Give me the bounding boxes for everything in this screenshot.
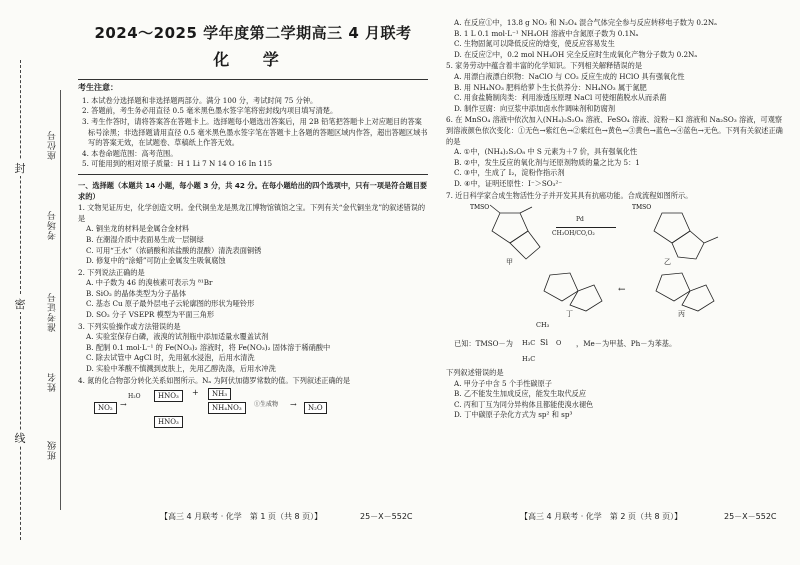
- option-a: A. 甲分子中含 5 个手性碳原子: [454, 378, 552, 388]
- exam-room-field[interactable]: 考场号: [48, 210, 58, 240]
- tmso-si: Si: [540, 338, 549, 348]
- option-c: C. 可用“王水”（浓硝酸和浓盐酸的混酸）清洗表面铜锈: [86, 245, 262, 255]
- q4-option-b: B. 1 L 0.1 mol·L⁻¹ NH₄OH 溶液中含氮原子数为 0.1Nₐ: [454, 28, 639, 38]
- option-a: A. 用漂白液漂白织物：NaClO 与 CO₂ 反应生成的 HClO 具有强氧化性: [454, 71, 685, 81]
- question-stem: 下列叙述错误的是: [446, 368, 504, 378]
- admission-number-field[interactable]: 准考证号: [48, 292, 58, 332]
- option-b: B. ②中，发生反应的氧化剂与还原剂物质的量之比为 5：1: [454, 157, 640, 167]
- label-ding: 丁: [566, 310, 573, 319]
- page-1-code: 25－X－552C: [360, 512, 413, 521]
- question-stem: 2. 下列说法正确的是: [78, 267, 145, 277]
- reagent-pd: Pd: [576, 216, 584, 224]
- notice-item: 1. 本试卷分选择题和非选择题两部分。满分 100 分，考试时间 75 分钟。: [82, 95, 318, 105]
- option-b: B. 在潮湿介质中表面易生成一层铜绿: [86, 234, 204, 244]
- option-d: D. 修复中的“涂蜡”可防止金属发生吸氧腐蚀: [86, 256, 226, 266]
- tmso-h3c-2: H₃C: [522, 355, 536, 364]
- notice-item: 5. 可能用到的相对原子质量：H 1 Li 7 N 14 O 16 In 115: [82, 159, 273, 169]
- molecule-jia: [470, 203, 550, 263]
- reagent-co: CH₃OH/CO,O₂: [552, 230, 595, 238]
- option-c: C. ③中，生成了 I₂，淀粉作指示剂: [454, 168, 565, 178]
- page-2: [446, 18, 786, 421]
- q4-option-c: C. 生物固氮可以降低反应的焓变，使反应容易发生: [454, 39, 615, 49]
- question-1: [78, 203, 428, 267]
- option-d: D. 实验中苯酸不慎溅到皮肤上，先用乙醇洗涤，后用水冲洗: [86, 364, 276, 374]
- option-c: C. 用食盐腌制肉类：利用渗透压原理 NaCl 可使细菌脱水从而杀菌: [454, 93, 667, 103]
- scheme-gen: ①生成物: [254, 401, 279, 409]
- label-yi: 乙: [664, 258, 671, 267]
- question-stem: 5. 家务劳动中蕴含着丰富的化学知识。下列相关解释错误的是: [446, 61, 643, 71]
- question-stem: 7. 近日科学家合成生物活性分子并开发其具有抗癌功能。合成流程如图所示。: [446, 190, 693, 200]
- tms-label: TMSO: [470, 204, 490, 212]
- seal-word: 密: [8, 296, 32, 312]
- q4-option-d: D. 在反应②中，0.2 mol NH₄OH 完全反应时生成氧化产物分子数为 0.2Nₐ: [454, 49, 698, 59]
- section-heading: 一、选择题（本题共 14 小题，每小题 3 分，共 42 分。在每小题给出的四个选项中，只有一项是符合题目要求的）: [78, 180, 428, 201]
- binding-margin: [0, 0, 72, 565]
- option-b: B. 乙不能发生加成反应，能发生取代反应: [454, 389, 587, 399]
- question-5: [446, 61, 786, 114]
- exam-title: 2024～2025 学年度第二学期高三 4 月联考: [94, 24, 412, 42]
- option-b: B. 配制 0.1 mol·L⁻¹ 的 Fe(NO₃)₂ 溶液时，将 Fe(NO₃)₂ 固体溶于稀硝酸中: [86, 342, 331, 352]
- scheme-no2: NO₂: [94, 402, 117, 414]
- question-3: [78, 322, 428, 375]
- option-a: A. ①中，(NH₄)₂S₂O₈ 中 S 元素为＋7 价，具有强氧化性: [454, 147, 638, 157]
- option-c: C. 基态 Cu 原子最外层电子云轮廓图的形状为哑铃形: [86, 299, 255, 309]
- seal-word: 封: [8, 160, 32, 176]
- subject-title: 化 学: [213, 49, 293, 69]
- reaction-arrow-2: ←: [618, 285, 626, 296]
- page-2-footer: 【高三 4 月联考 · 化学 第 2 页（共 8 页）】: [520, 512, 683, 521]
- question-7: [446, 191, 786, 202]
- option-a: A. 中子数为 46 的溴核素可表示为 ⁸¹Br: [86, 278, 213, 288]
- notice-box: [78, 79, 428, 175]
- question-stem: 6. 在 MnSO₄ 溶液中依次加入(NH₄)₂S₂O₈ 溶液、FeSO₄ 溶液、淀粉－KI 溶液和 Na₂SO₃ 溶液，可观察到溶液颜色依次变化：①无色→紫红色→②紫红色→黄色→③黄色→蓝色→④蓝色→无色。下列有关叙述正确的是: [446, 115, 783, 146]
- scheme-plus: +: [192, 388, 199, 398]
- label-jia: 甲: [506, 258, 513, 267]
- option-b: B. 用 NH₄NO₃ 肥料给萝卜生长供养分：NH₄NO₃ 属于氮肥: [454, 82, 647, 92]
- option-d: D. SO₂ 分子 VSEPR 模型为平面三角形: [86, 310, 215, 320]
- option-c: C. 除去试管中 AgCl 时，先用氨水浸泡，后用水清洗: [86, 353, 255, 363]
- option-a: A. 实验室保存白磷，液溴的试剂瓶中添加适量水覆盖试剂: [86, 332, 269, 342]
- molecule-yi: [632, 203, 722, 263]
- question-7-options: [446, 368, 786, 421]
- synthesis-scheme: [446, 201, 786, 321]
- nitrogen-scheme: [78, 388, 428, 430]
- note-text: 已知：TMSO－为: [454, 339, 513, 349]
- label-bing: 丙: [678, 310, 685, 319]
- notice-item: 4. 本卷命题范围：高考范围。: [82, 148, 178, 158]
- question-4: [78, 376, 428, 387]
- seal-word: 线: [8, 430, 32, 446]
- notice-title: 考生注意：: [78, 83, 118, 93]
- tmso-h3c: H₃C: [522, 339, 536, 348]
- scheme-n2o: N₂O: [304, 402, 327, 414]
- name-field[interactable]: 姓名: [48, 372, 58, 392]
- page-1-footer: 【高三 4 月联考 · 化学 第 1 页（共 8 页）】: [160, 512, 323, 521]
- question-2: [78, 268, 428, 321]
- scheme-h2o: H₂O: [128, 393, 141, 401]
- page-2-code: 25－X－552C: [724, 512, 777, 521]
- q4-option-a: A. 在反应①中，13.8 g NO₂ 和 N₂O₄ 混合气体完全参与反应转移电子数为 0.2Nₐ: [454, 18, 717, 27]
- note-text-2: ，Me－为甲基、Ph－为苯基。: [576, 339, 677, 349]
- scheme-hno3-a: HNO₃: [154, 390, 183, 402]
- option-c: C. 丙和丁互为同分异构体且都能使溴水褪色: [454, 399, 594, 409]
- option-d: D. 制作豆腐：向豆浆中添加卤水作调味剂和防腐剂: [454, 103, 616, 113]
- option-b: B. SiO₂ 的晶体类型为分子晶体: [86, 288, 187, 298]
- field-line: [60, 90, 61, 510]
- class-field[interactable]: 班级: [48, 440, 58, 460]
- question-6: [446, 115, 786, 189]
- reaction-arrow: [556, 227, 616, 228]
- option-d: D. ④中，证明还原性：I⁻＞SO₃²⁻: [454, 178, 563, 188]
- notice-item: 2. 答题前，考生务必用直径 0.5 毫米黑色墨水签字笔将密封线内项目填写清楚。: [82, 106, 338, 116]
- scheme-hno3-b: HNO₃: [154, 416, 183, 428]
- tmso-o: O: [556, 339, 562, 348]
- scheme-arrow: →: [120, 400, 127, 410]
- scheme-arrow: →: [290, 400, 297, 410]
- tmso-ch3: CH₃: [536, 321, 550, 330]
- note-block: [446, 321, 786, 367]
- page-1: [78, 18, 428, 430]
- question-stem: 4. 氮的化合物部分转化关系如图所示。Nₐ 为阿伏加德罗常数的值。下列叙述正确的是: [78, 375, 351, 385]
- tms-label: TMSO: [632, 204, 652, 212]
- option-d: D. 丁中碳原子杂化方式为 sp² 和 sp³: [454, 410, 573, 420]
- seat-number-field[interactable]: 座位号: [48, 130, 58, 160]
- scheme-nh3: NH₃: [208, 388, 231, 400]
- option-a: A. 铜坐龙的材料是金属合金材料: [86, 224, 190, 234]
- scheme-nh4no3: NH₄NO₃: [208, 402, 246, 414]
- question-stem: 1. 文物见证历史，化学创造文明。金代铜坐龙是黑龙江博物馆镇馆之宝。下列有关“金代铜坐龙”的叙述错误的是: [78, 203, 426, 223]
- notice-item: 3. 考生作答时，请将答案答在答题卡上。选择题每小题选出答案后，用 2B 铅笔把答题卡上对应题目的答案标号涂黑；非选择题请用直径 0.5 毫米黑色墨水签字笔在答题卡上各题的答题区域内作答，超出答题区域书写的答案无效，在试题卷、草稿纸上作答无效。: [82, 116, 428, 148]
- question-stem: 3. 下列实验操作或方法错误的是: [78, 321, 181, 331]
